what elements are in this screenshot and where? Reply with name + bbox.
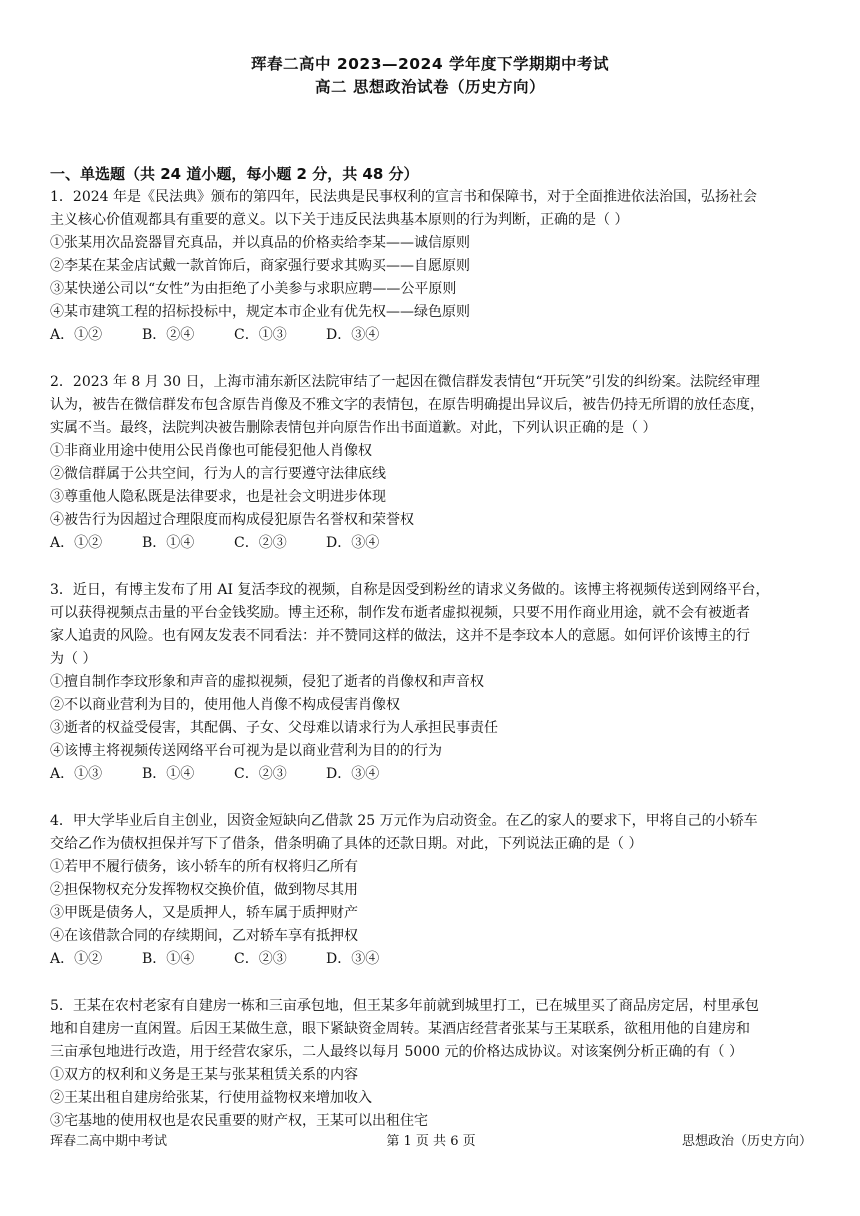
footer-page-number: 第 1 页 共 6 页 bbox=[386, 1134, 476, 1149]
statement-option: ①张某用次品瓷器冒充真品，并以真品的价格卖给李某——诚信原则 bbox=[50, 235, 470, 251]
statement-option: ③尊重他人隐私既是法律要求，也是社会文明进步体现 bbox=[50, 489, 386, 505]
answer-choice: A．①② bbox=[50, 951, 103, 967]
question-1 bbox=[50, 186, 812, 347]
answer-choices bbox=[50, 532, 812, 555]
section-heading: 一、单选题（共 24 道小题，每小题 2 分，共 48 分） bbox=[50, 165, 419, 183]
statement-option: ③宅基地的使用权也是农民重要的财产权，王某可以出租住宅 bbox=[50, 1113, 428, 1129]
answer-choice: A．①② bbox=[50, 327, 103, 343]
answer-choice: D．③④ bbox=[326, 766, 380, 782]
statement-option: ①双方的权利和义务是王某与张某租赁关系的内容 bbox=[50, 1067, 358, 1083]
statement-option: ②王某出租自建房给张某，行使用益物权来增加收入 bbox=[50, 1090, 372, 1106]
footer-right: 思想政治（历史方向） bbox=[681, 1134, 812, 1149]
question-3 bbox=[50, 579, 812, 786]
answer-choice: D．③④ bbox=[326, 535, 380, 551]
statement-option: ④该博主将视频传送网络平台可视为是以商业营利为目的的行为 bbox=[50, 743, 442, 759]
answer-choice: C．②③ bbox=[234, 535, 287, 551]
question-stem-line: 主义核心价值观都具有重要的意义。以下关于违反民法典基本原则的行为判断，正确的是（ ） bbox=[50, 212, 629, 228]
statement-option: ①若甲不履行债务，该小轿车的所有权将归乙所有 bbox=[50, 859, 358, 875]
statement-option: ②李某在某金店试戴一款首饰后，商家强行要求其购买——自愿原则 bbox=[50, 258, 470, 274]
question-stem-line: 家人追责的风险。也有网友发表不同看法：并不赞同这样的做法，这并不是李玟本人的意愿。如何评价该博主的行 bbox=[50, 628, 750, 644]
question-stem-line: 地和自建房一直闲置。后因王某做生意，眼下紧缺资金周转。某酒店经营者张某与王某联系，欲租用他的自建房和 bbox=[50, 1021, 750, 1037]
statement-option: ④被告行为因超过合理限度而构成侵犯原告名誉权和荣誉权 bbox=[50, 512, 414, 528]
answer-choice: B．①④ bbox=[142, 535, 195, 551]
answer-choice: C．①③ bbox=[234, 327, 287, 343]
question-stem-line: 实属不当。最终，法院判决被告删除表情包并向原告作出书面道歉。对此，下列认识正确的是（ ） bbox=[50, 420, 657, 436]
statement-option: ③逝者的权益受侵害，其配偶、子女、父母难以请求行为人承担民事责任 bbox=[50, 720, 498, 736]
question-stem-line: 5．王某在农村老家有自建房一栋和三亩承包地，但王某多年前就到城里打工，已在城里买了商品房定居，村里承包 bbox=[50, 998, 759, 1014]
statement-option: ④某市建筑工程的招标投标中，规定本市企业有优先权——绿色原则 bbox=[50, 304, 470, 320]
answer-choice: C．②③ bbox=[234, 951, 287, 967]
question-list bbox=[50, 186, 812, 1157]
answer-choices bbox=[50, 948, 812, 971]
question-stem-line: 4．甲大学毕业后自主创业，因资金短缺向乙借款 25 万元作为启动资金。在乙的家人的要求下，甲将自己的小轿车 bbox=[50, 813, 758, 829]
statement-option: ④在该借款合同的存续期间，乙对轿车享有抵押权 bbox=[50, 928, 358, 944]
statement-option: ①擅自制作李玟形象和声音的虚拟视频，侵犯了逝者的肖像权和声音权 bbox=[50, 674, 484, 690]
question-4 bbox=[50, 810, 812, 971]
question-2 bbox=[50, 371, 812, 555]
question-stem-line: 1．2024 年是《民法典》颁布的第四年，民法典是民事权利的宣言书和保障书，对于全面推进依法治国，弘扬社会 bbox=[50, 189, 757, 205]
answer-choices bbox=[50, 763, 812, 786]
answer-choice: D．③④ bbox=[326, 951, 380, 967]
page-footer bbox=[50, 1130, 812, 1149]
answer-choice: B．①④ bbox=[142, 766, 195, 782]
question-stem-line: 交给乙作为债权担保并写下了借条，借条明确了具体的还款日期。对此，下列说法正确的是（ ） bbox=[50, 836, 643, 852]
exam-subtitle: 高二 思想政治试卷（历史方向） bbox=[315, 78, 545, 96]
statement-option: ③甲既是债务人，又是质押人，轿车属于质押财产 bbox=[50, 905, 358, 921]
answer-choice: A．①② bbox=[50, 535, 103, 551]
statement-option: ①非商业用途中使用公民肖像也可能侵犯他人肖像权 bbox=[50, 443, 372, 459]
answer-choice: D．③④ bbox=[326, 327, 380, 343]
answer-choice: A．①③ bbox=[50, 766, 103, 782]
question-stem-line: 2．2023 年 8 月 30 日，上海市浦东新区法院审结了一起因在微信群发表情包“开玩笑”引发的纠纷案。法院经审理 bbox=[50, 374, 760, 390]
statement-option: ②微信群属于公共空间，行为人的言行要遵守法律底线 bbox=[50, 466, 386, 482]
question-5 bbox=[50, 995, 812, 1133]
question-stem-line: 3．近日，有博主发布了用 AI 复活李玟的视频，自称是因受到粉丝的请求义务做的。该博主将视频传送到网络平台， bbox=[50, 582, 770, 598]
statement-option: ②不以商业营利为目的，使用他人肖像不构成侵害肖像权 bbox=[50, 697, 400, 713]
question-stem-line: 三亩承包地进行改造，用于经营农家乐，二人最终以每月 5000 元的价格达成协议。对该案例分析正确的有（ ） bbox=[50, 1044, 743, 1060]
statement-option: ③某快递公司以“女性”为由拒绝了小美参与求职应聘——公平原则 bbox=[50, 281, 457, 297]
answer-choices bbox=[50, 324, 812, 347]
question-stem-line: 可以获得视频点击量的平台金钱奖励。博主还称，制作发布逝者虚拟视频，只要不用作商业用途，就不会有被逝者 bbox=[50, 605, 750, 621]
answer-choice: C．②③ bbox=[234, 766, 287, 782]
answer-choice: B．①④ bbox=[142, 951, 195, 967]
answer-choice: B．②④ bbox=[142, 327, 195, 343]
exam-title: 珲春二高中 2023—2024 学年度下学期期中考试 bbox=[250, 55, 610, 73]
footer-left: 珲春二高中期中考试 bbox=[50, 1134, 168, 1149]
question-stem-line: 为（ ） bbox=[50, 651, 97, 667]
question-stem-line: 认为，被告在微信群发布包含原告肖像及不雅文字的表情包，在原告明确提出异议后，被告仍持无所谓的放任态度， bbox=[50, 397, 764, 413]
statement-option: ②担保物权充分发挥物权交换价值，做到物尽其用 bbox=[50, 882, 358, 898]
